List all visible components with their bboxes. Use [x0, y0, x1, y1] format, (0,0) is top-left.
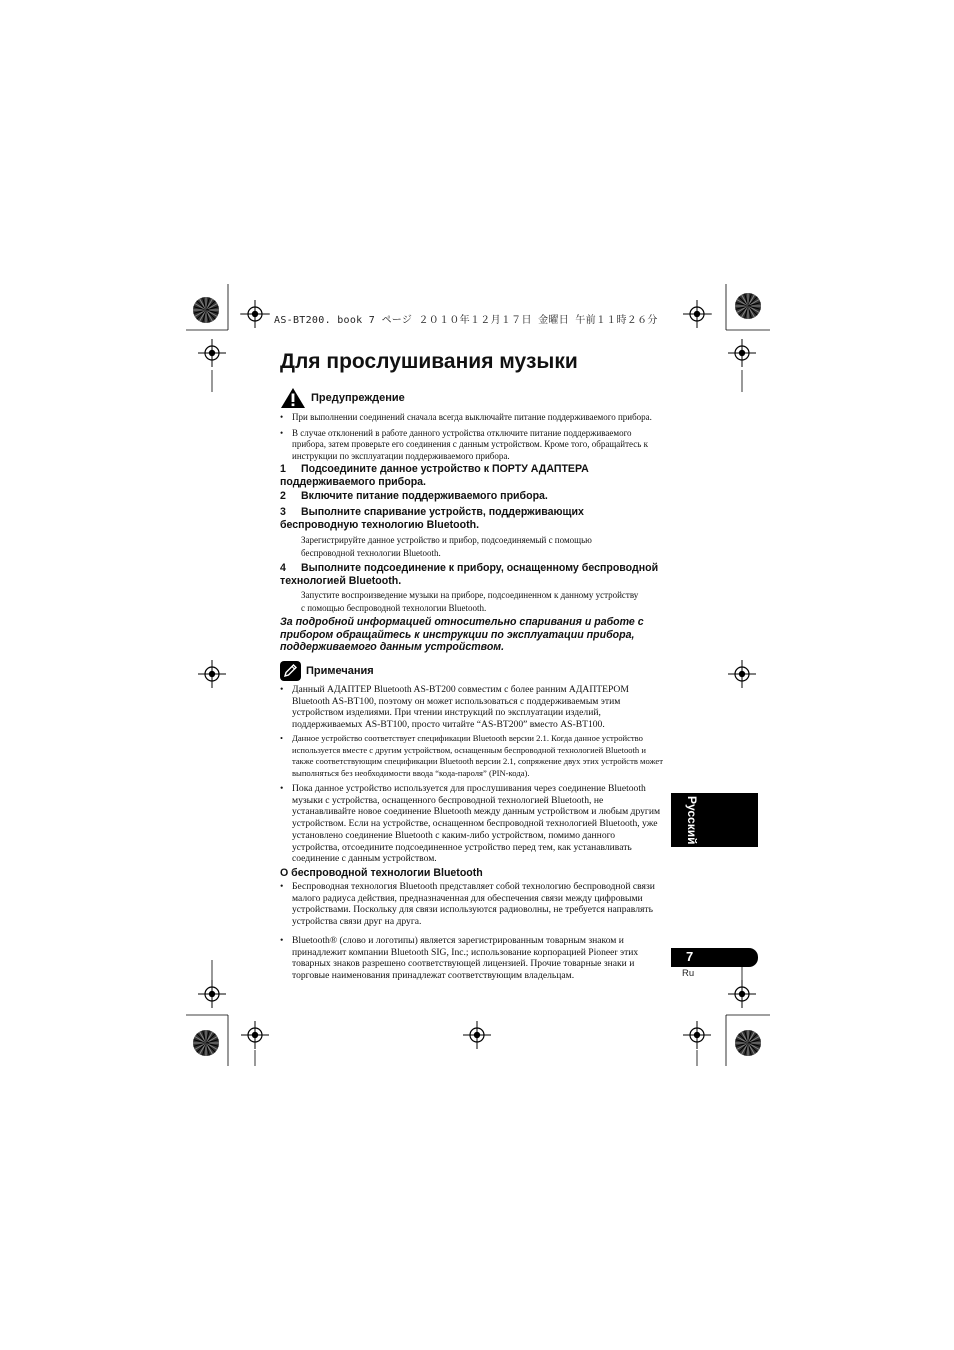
language-tab	[671, 793, 758, 847]
warning-heading-text: Предупреждение	[311, 392, 405, 404]
about-list	[280, 881, 664, 982]
notes-list-2	[280, 733, 664, 779]
registration-target-icon	[209, 991, 215, 997]
registration-target-icon	[739, 991, 745, 997]
warning-heading	[280, 387, 405, 409]
notes-heading-text: Примечания	[306, 665, 374, 677]
list-item: • При выполнении соединений сначала всегда выключайте питание поддерживаемого прибора.	[280, 412, 664, 424]
registration-target-icon	[739, 350, 745, 356]
about-heading: О беспроводной технологии Bluetooth	[280, 867, 483, 879]
emphasis-note: За подробной информацией относительно спаривания и работе с прибором обращайтесь к инструкции по эксплуатации прибора, поддерживаемого данным устройством.	[280, 616, 644, 653]
step-3-description: Зарегистрируйте данное устройство и прибор, подсоединяемый с помощью беспроводной технологии Bluetooth.	[301, 535, 592, 558]
page-title: Для прослушивания музыки	[280, 350, 578, 373]
page-number: 7	[686, 949, 694, 964]
registration-target-icon	[694, 1032, 700, 1038]
print-header: AS-BT200. book 7 ページ ２０１０年１２月１７日 金曜日 午前１１時２６分	[274, 315, 658, 326]
list-item: • Данное устройство соответствует спецификации Bluetooth версии 2.1. Когда данное устройство используется вместе с другим устройством, оснащенным беспроводной технологией Bluetooth и также соответствующим спецификации Bluetooth версии 2.1, сопряжение двух этих устройств может выполняться без необходимости ввода “кода-пароля” (PIN-кода).	[280, 733, 664, 779]
list-item: • Bluetooth® (слово и логотипы) является зарегистрированным товарным знаком и принадлежит компании Bluetooth SIG, Inc.; использование корпорацией Pioneer этих товарных знаков разрешено соответствующей лицензией. Прочие товарные знаки и торговые наименования принадлежат соответствующим владельцам.	[280, 935, 664, 982]
step-3: 3 Выполните спаривание устройств, поддерживающих беспроводную технологию Bluetooth.	[280, 506, 584, 531]
registration-target-icon	[474, 1032, 480, 1038]
list-item: • Беспроводная технология Bluetooth представляет собой технологию беспроводной связи малого радиуса действия, предназначенная для обеспечения связи между цифровыми устройствами. Поскольку для связи используются радиоволны, не требуется направлять устройства связи друг на друга.	[280, 881, 664, 928]
step-4: 4 Выполните подсоединение к прибору, оснащенному беспроводной технологией Bluetooth.	[280, 562, 659, 587]
list-item: • Данный АДАПТЕР Bluetooth AS-BT200 совместим с более ранним АДАПТЕРОМ Bluetooth AS-BT100, поэтому он может использоваться с поддерживаемым этим устройством изделиями. При чтении инструкций по эксплуатации изделий, поддерживаемых AS-BT100, просто читайте “AS-BT200” вместо AS-BT100.	[280, 684, 664, 731]
pencil-note-icon	[280, 661, 301, 681]
step-1: 1 Подсоедините данное устройство к ПОРТУ АДАПТЕРА поддерживаемого прибора.	[280, 463, 589, 488]
warning-list	[280, 412, 664, 462]
notes-list-3	[280, 783, 664, 865]
registration-target-icon	[252, 1032, 258, 1038]
notes-heading	[280, 661, 374, 681]
warning-triangle-icon	[280, 387, 306, 409]
language-code: Ru	[682, 968, 695, 979]
language-tab-label: Русский	[685, 796, 699, 845]
list-item: • Пока данное устройство используется для прослушивания через соединение Bluetooth музыки с устройства, оснащенного беспроводной технологией Bluetooth, не устанавливайте новое соединение Bluetooth между данным устройством и любым другим устройством. Если на устройстве, оснащенном беспроводной технологией Bluetooth, уже установлено соединение Bluetooth с каким-либо устройством, помимо данного устройства, отсоедините подсоединенное устройство перед тем, как устанавливать соединение с данным устройством.	[280, 783, 664, 865]
step-4-description: Запустите воспроизведение музыки на приборе, подсоединенном к данному устройству с помощью беспроводной технологии Bluetooth.	[301, 590, 639, 613]
notes-list	[280, 684, 664, 731]
registration-target-icon	[209, 350, 215, 356]
list-item: • В случае отклонений в работе данного устройства отключите питание поддерживаемого прибора, затем проверьте его соединения с данным устройством. Кроме того, обращайтесь к инструкции по эксплуатации поддерживаемого прибора.	[280, 428, 664, 463]
page-number-badge	[671, 948, 758, 967]
registration-target-icon	[739, 671, 745, 677]
step-2: 2 Включите питание поддерживаемого прибора.	[280, 490, 548, 502]
registration-target-icon	[209, 671, 215, 677]
